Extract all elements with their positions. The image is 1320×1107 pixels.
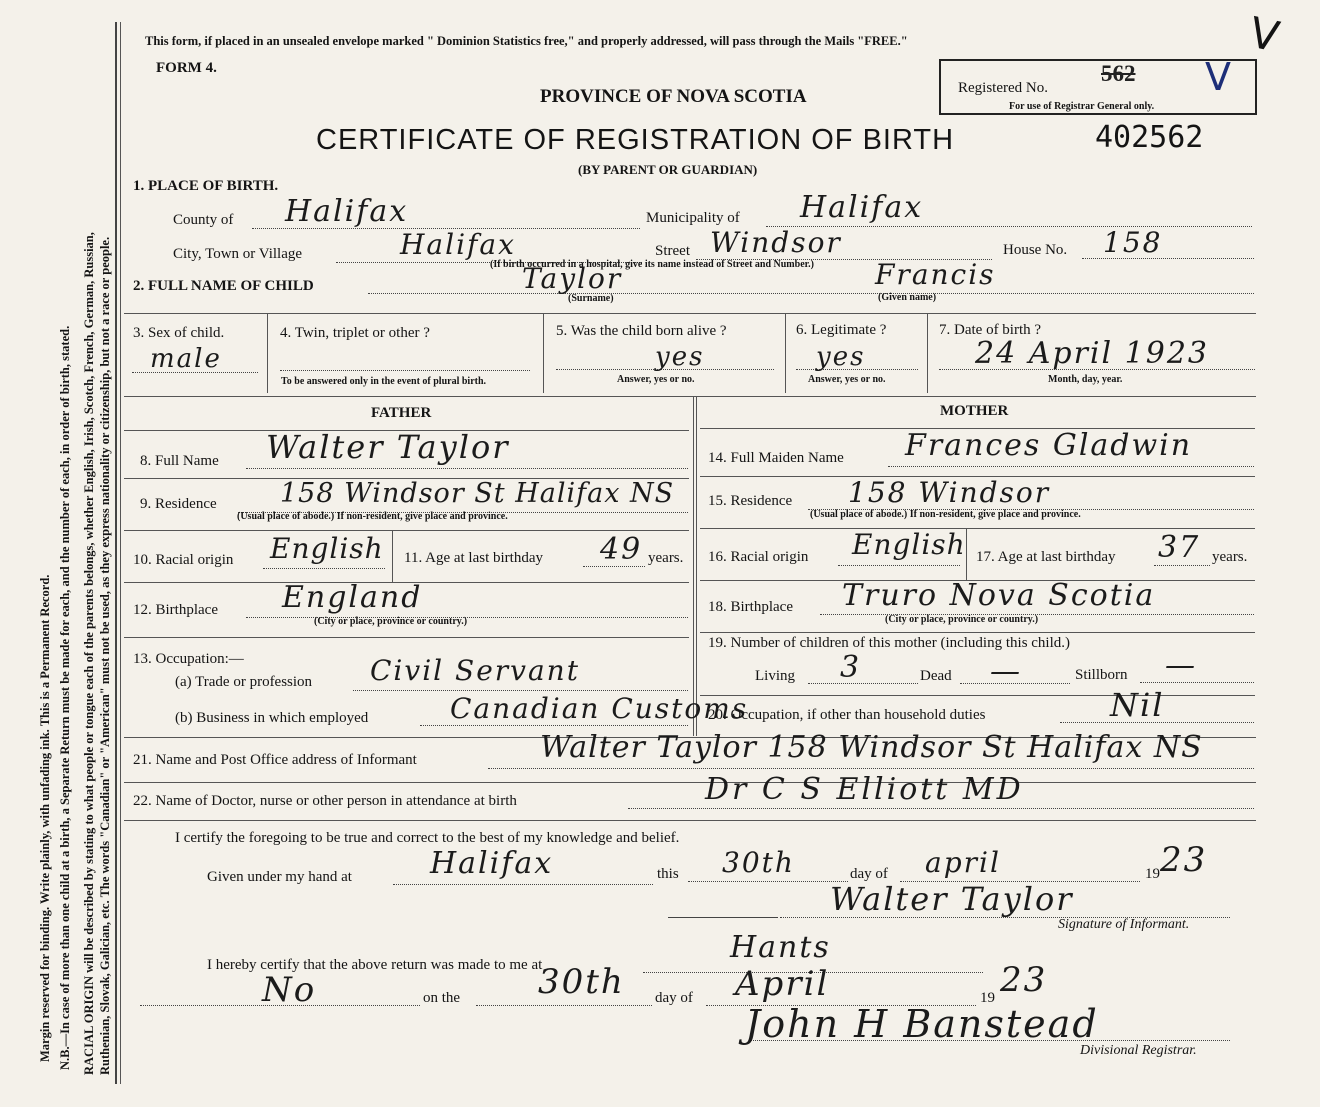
county-label: County of	[173, 212, 234, 228]
father-name-label: 8. Full Name	[140, 453, 219, 469]
dob-label: 7. Date of birth ?	[939, 322, 1042, 338]
registrar-no-value: No	[262, 970, 317, 1010]
form-number: FORM 4.	[156, 60, 217, 76]
mother-residence-note: (Usual place of abode.) If non-resident, give place and province.	[810, 509, 1081, 520]
father-age-value: 49	[600, 532, 643, 567]
mother-years: years.	[1212, 549, 1248, 565]
father-heading: FATHER	[371, 405, 432, 421]
mother-race-label: 16. Racial origin	[708, 549, 809, 565]
sex-label: 3. Sex of child.	[133, 325, 225, 341]
informant-label: 21. Name and Post Office address of Informant	[133, 752, 417, 768]
street-note: (If birth occurred in a hospital, give its name instead of Street and Number.)	[490, 259, 814, 270]
father-residence-label: 9. Residence	[140, 496, 217, 512]
registrar-year-value: 23	[1000, 960, 1048, 1000]
registered-no-box	[939, 55, 1257, 115]
mother-residence-value: 158 Windsor	[848, 476, 1051, 509]
legitimate-value: yes	[816, 342, 866, 372]
stamped-number: 402562	[1095, 120, 1204, 155]
father-residence-note: (Usual place of abode.) If non-resident, give place and province.	[237, 511, 508, 522]
mother-age-label: 17. Age at last birthday	[976, 549, 1116, 565]
mother-residence-label: 15. Residence	[708, 493, 793, 509]
child-surname: Taylor	[522, 262, 623, 295]
father-years: years.	[648, 550, 684, 566]
born-alive-note: Answer, yes or no.	[617, 374, 695, 385]
municipality-value: Halifax	[800, 190, 924, 225]
mother-birthplace-label: 18. Birthplace	[708, 599, 793, 615]
given-place-value: Halifax	[430, 846, 554, 881]
stillborn-label: Stillborn	[1075, 667, 1128, 683]
dob-note: Month, day, year.	[1048, 374, 1123, 385]
registrar-month-value: April	[735, 964, 830, 1004]
certificate-subtitle: (BY PARENT OR GUARDIAN)	[578, 162, 758, 177]
occupation-label: 13. Occupation:—	[133, 651, 244, 667]
margin-note-racial-2: Ruthenian, Slovak, Galician, etc. The words "Canadian" or "American" must not be used, as they express nationality or citizenship, but not a race or people.	[98, 236, 112, 1075]
child-given-name: Francis	[875, 258, 996, 291]
dead-label: Dead	[920, 668, 952, 684]
registrar-place-value: Hants	[730, 930, 831, 965]
father-birthplace-value: England	[282, 580, 423, 615]
trade-label: (a) Trade or profession	[175, 674, 313, 690]
mother-occupation-value: Nil	[1110, 686, 1165, 724]
margin-note-binding: Margin reserved for binding. Write plainly, with unfading ink. This is a Permanent Record.	[38, 574, 52, 1062]
city-label: City, Town or Village	[173, 246, 303, 262]
given-dayof-label: day of	[850, 866, 888, 882]
father-residence-value: 158 Windsor St Halifax NS	[280, 478, 675, 509]
given-name-note: (Given name)	[878, 292, 937, 303]
born-alive-value: yes	[655, 342, 705, 372]
mother-birthplace-value: Truro Nova Scotia	[842, 578, 1156, 613]
mother-name-label: 14. Full Maiden Name	[708, 450, 844, 466]
sex-value: male	[150, 344, 222, 374]
registrar-signature: John H Banstead	[745, 1002, 1099, 1046]
given-month-value: april	[925, 846, 1001, 879]
on-the-label: on the	[423, 990, 461, 1006]
registrar-signature-label: Divisional Registrar.	[1080, 1043, 1197, 1058]
living-value: 3	[840, 650, 862, 685]
house-no-value: 158	[1103, 226, 1163, 259]
doctor-label: 22. Name of Doctor, nurse or other person in attendance at birth	[133, 793, 517, 809]
city-value: Halifax	[400, 228, 516, 261]
born-alive-label: 5. Was the child born alive ?	[556, 323, 727, 339]
business-label: (b) Business in which employed	[175, 710, 369, 726]
informant-signature: Walter Taylor	[830, 880, 1074, 918]
given-under-label: Given under my hand at	[207, 869, 352, 885]
registered-no-note: For use of Registrar General only.	[1009, 101, 1155, 112]
children-count-label: 19. Number of children of this mother (including this child.)	[708, 635, 1071, 651]
dead-value: —	[990, 654, 1022, 689]
twin-note: To be answered only in the event of plural birth.	[281, 376, 487, 387]
mother-birthplace-note: (City or place, province or country.)	[885, 614, 1039, 625]
margin-rule-2	[120, 22, 121, 1084]
mail-note: This form, if placed in an unsealed envelope marked " Dominion Statistics free," and properly addressed, will pass through the Mails "FREE."	[145, 34, 908, 48]
margin-note-nb: N.B.—In case of more than one child at a birth, a Separate Return must be made for each, and the number of each, in order of birth, stated.	[58, 325, 72, 1070]
mother-name-value: Frances Gladwin	[905, 428, 1193, 463]
twin-label: 4. Twin, triplet or other ?	[280, 325, 430, 341]
registrar-dayof-label: day of	[655, 990, 693, 1006]
street-label: Street	[655, 243, 690, 259]
registered-number: 562	[1101, 61, 1136, 86]
check-mark-ink: V	[1245, 7, 1284, 62]
given-year-value: 23	[1160, 840, 1208, 880]
dob-value: 24 April 1923	[975, 336, 1209, 371]
father-race-value: English	[270, 532, 384, 565]
margin-note-racial: RACIAL ORIGIN will be described by stating to what people or tongue each of the parents belongs, whether English, Irish, Scotch, French, German, Russian,	[82, 232, 96, 1075]
child-name-label: 2. FULL NAME OF CHILD	[133, 278, 314, 294]
informant-value: Walter Taylor 158 Windsor St Halifax NS	[540, 730, 1203, 765]
mother-age-value: 37	[1158, 530, 1201, 565]
informant-signature-label: Signature of Informant.	[1058, 917, 1190, 932]
place-of-birth-label: 1. PLACE OF BIRTH.	[133, 178, 279, 194]
living-label: Living	[755, 668, 795, 684]
margin-rule	[115, 22, 117, 1084]
province-heading: PROVINCE OF NOVA SCOTIA	[540, 86, 807, 107]
registrar-text: I hereby certify that the above return was made to me at	[207, 957, 543, 973]
registrar-day-value: 30th	[538, 962, 625, 1002]
house-no-label: House No.	[1003, 242, 1068, 258]
certify-text: I certify the foregoing to be true and correct to the best of my knowledge and belief.	[175, 830, 680, 846]
legitimate-note: Answer, yes or no.	[808, 374, 886, 385]
given-day-value: 30th	[722, 846, 795, 879]
registrar-year-prefix: 19	[980, 990, 995, 1006]
municipality-label: Municipality of	[646, 210, 740, 226]
county-value: Halifax	[285, 194, 409, 229]
trade-value: Civil Servant	[370, 654, 580, 687]
surname-note: (Surname)	[568, 293, 614, 304]
certificate-title: CERTIFICATE OF REGISTRATION OF BIRTH	[316, 124, 955, 156]
registered-no-label: Registered No.	[958, 80, 1048, 96]
mother-occupation-label: 20. Occupation, if other than household duties	[708, 707, 986, 723]
stillborn-value: —	[1165, 648, 1197, 683]
mother-heading: MOTHER	[940, 403, 1009, 419]
father-race-label: 10. Racial origin	[133, 552, 234, 568]
father-birthplace-label: 12. Birthplace	[133, 602, 218, 618]
street-value: Windsor	[710, 226, 842, 259]
this-label: this	[657, 866, 679, 882]
father-age-label: 11. Age at last birthday	[404, 550, 543, 566]
doctor-value: Dr C S Elliott MD	[705, 772, 1024, 807]
legitimate-label: 6. Legitimate ?	[796, 322, 887, 338]
mother-race-value: English	[852, 528, 966, 561]
father-birthplace-note: (City or place, province or country.)	[314, 616, 468, 627]
given-year-prefix: 19	[1145, 866, 1160, 882]
check-mark-blue: V	[1205, 55, 1231, 99]
business-value: Canadian Customs	[450, 692, 749, 725]
father-name-value: Walter Taylor	[266, 428, 510, 466]
